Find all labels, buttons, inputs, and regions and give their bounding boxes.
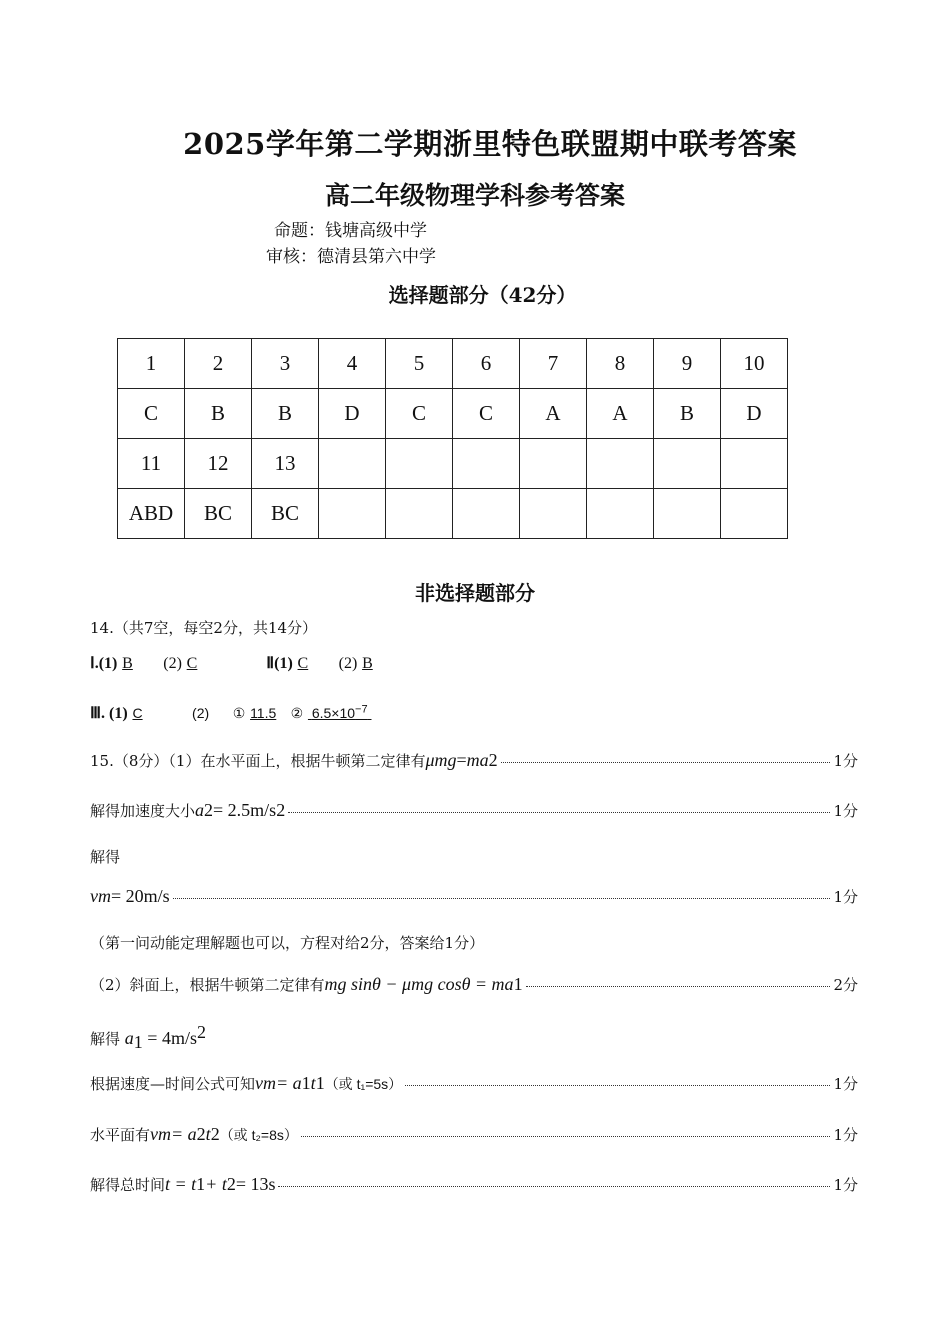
q15-line-8-eq-tsub: 1 (315, 1073, 325, 1093)
question-number-cell: 4 (319, 339, 386, 389)
q15-line-7-sub: 1 (133, 1032, 143, 1052)
q14-part1-answer1: B (122, 655, 133, 672)
q15-line-1-points: 1分 (833, 752, 858, 770)
leader-dots (405, 1085, 830, 1086)
question-number-cell: 7 (520, 339, 587, 389)
answer-table (117, 338, 788, 539)
q15-line-2-points: 1分 (833, 802, 858, 820)
answer-cell (453, 489, 520, 539)
question-number-cell (453, 439, 520, 489)
q14-part3-value2 (308, 705, 372, 721)
q14-part1 (90, 653, 384, 673)
choice-section-heading: 选择题部分（42分） (388, 283, 577, 307)
question-number-cell (654, 439, 721, 489)
question-number-cell: 6 (453, 339, 520, 389)
q15-line-4-var: v (90, 886, 98, 906)
nonchoice-section-heading: 非选择题部分 (415, 581, 535, 605)
q15-line-8-eq-t: t (310, 1073, 316, 1093)
q14-part3-sublabel: (2) (192, 705, 210, 721)
q15-line-9 (90, 1124, 858, 1145)
q15-line-10-eq-sub1: 1 (196, 1174, 206, 1194)
q15-line-1 (90, 750, 858, 771)
q15-line-9-points: 1分 (833, 1126, 858, 1144)
q15-line-4-sub: m (98, 886, 111, 906)
q15-line-9-eq-t: t (205, 1124, 211, 1144)
answer-row (118, 489, 788, 539)
q14-part1-sublabel: (2) (163, 655, 182, 672)
answer-cell: ABD (118, 489, 185, 539)
answer-cell (587, 489, 654, 539)
q15-line-8-eq-v: v (255, 1073, 264, 1093)
answer-cell: B (185, 389, 252, 439)
q15-line-8-eq-a: = a (276, 1073, 302, 1093)
leader-dots (173, 898, 831, 899)
q15-line-1-eq-sub: 2 (488, 750, 498, 770)
q14-part3-value1: 11.5 (250, 705, 277, 721)
question-number-cell (587, 439, 654, 489)
question-number-cell (319, 439, 386, 489)
q15-line-2-var: a (195, 800, 205, 820)
question-number-cell: 13 (252, 439, 319, 489)
leader-dots (501, 762, 831, 763)
answer-cell: B (654, 389, 721, 439)
answer-row (118, 389, 788, 439)
q14-part1-answer2: C (186, 655, 198, 672)
question-number-row (118, 439, 788, 489)
answer-cell: BC (252, 489, 319, 539)
q15-line-9-text: 水平面有 (90, 1126, 151, 1144)
q15-line-6-points: 2分 (833, 976, 858, 994)
q14-header: 14.（共7空，每空2分，共14分） (90, 619, 318, 637)
answer-cell (319, 489, 386, 539)
q14-part3-label: Ⅲ. (1) (90, 705, 128, 722)
q15-line-1-text: 15.（8分）（1）在水平面上，根据牛顿第二定律有 (90, 752, 426, 770)
q14-part2-label: Ⅱ(1) (266, 655, 293, 672)
q15-line-9-eq-asub: 2 (196, 1124, 206, 1144)
q15-line-9-eq-vsub: m (158, 1124, 172, 1144)
question-number-cell: 1 (118, 339, 185, 389)
q15-line-6-text: （2）斜面上，根据牛顿第二定律有 (90, 976, 325, 994)
q14-part3-mark2: ② (290, 705, 304, 721)
q15-line-10-text: 解得总时间 (90, 1176, 166, 1194)
q15-line-8-note: （或 t₁=5s） (324, 1076, 403, 1092)
q15-line-10-eq-sub2: 2 (226, 1174, 236, 1194)
q15-line-9-note: （或 t₂=8s） (219, 1127, 298, 1143)
q15-line-4-value: = 20m/s (111, 886, 170, 906)
q15-line-10 (90, 1174, 858, 1195)
q15-line-2 (90, 800, 858, 821)
q15-line-4-points: 1分 (833, 888, 858, 906)
answer-cell: BC (185, 489, 252, 539)
q15-line-7-text: 解得 (90, 1030, 121, 1048)
question-number-cell: 3 (252, 339, 319, 389)
q15-line-10-eq-mid: + t (205, 1174, 227, 1194)
q15-line-2-text: 解得加速度大小 (90, 802, 196, 820)
q15-line-2-sub: 2 (204, 800, 214, 820)
answer-cell (386, 489, 453, 539)
q15-line-8 (90, 1073, 858, 1094)
q15-line-10-eq-t: t = t (165, 1174, 197, 1194)
question-number-cell: 11 (118, 439, 185, 489)
q14-part3-mark1: ① (232, 705, 246, 721)
q15-line-10-value: = 13s (235, 1174, 276, 1194)
q15-line-6-eq: mg sinθ − μmg cosθ = ma (324, 974, 514, 994)
q15-line-6-sub: 1 (513, 974, 523, 994)
q14-part3 (90, 703, 371, 723)
q15-line-1-eq-rhs: ma (466, 750, 489, 770)
answer-cell: C (118, 389, 185, 439)
q15-line-9-eq-v: v (150, 1124, 159, 1144)
q15-line-8-eq-vsub: m (263, 1073, 277, 1093)
answer-cell: B (252, 389, 319, 439)
question-number-row (118, 339, 788, 389)
q15-line-1-eq-mid: = (456, 750, 467, 770)
q15-line-8-text: 根据速度—时间公式可知 (90, 1075, 256, 1093)
question-number-cell: 12 (185, 439, 252, 489)
answer-cell: A (587, 389, 654, 439)
q15-line-7-var: a (124, 1028, 134, 1048)
q14-part2-answer1: C (297, 655, 309, 672)
answer-cell: A (520, 389, 587, 439)
q15-line-7 (90, 1022, 206, 1053)
q15-note: （第一问动能定理解题也可以，方程对给2分，答案给1分） (90, 934, 485, 952)
q15-line-6 (90, 974, 858, 995)
question-number-cell (386, 439, 453, 489)
question-number-cell: 5 (386, 339, 453, 389)
q15-line-8-points: 1分 (833, 1075, 858, 1093)
q15-line-2-value: = 2.5m/s (213, 800, 277, 820)
q14-part3-answer1: C (132, 705, 143, 721)
q15-line-10-points: 1分 (833, 1176, 858, 1194)
question-number-cell: 10 (721, 339, 788, 389)
q15-line-3: 解得 (90, 848, 121, 866)
q14-part2-answer2: B (362, 655, 373, 672)
answer-cell: D (319, 389, 386, 439)
answer-cell (721, 489, 788, 539)
question-number-cell (520, 439, 587, 489)
question-number-cell: 8 (587, 339, 654, 389)
q15-line-7-value: = 4m/s (142, 1028, 197, 1048)
answer-cell (520, 489, 587, 539)
q14-part3-value2-exp: −7 (355, 703, 368, 716)
q15-line-9-eq-tsub: 2 (210, 1124, 220, 1144)
document-title: 2025学年第二学期浙里特色联盟期中联考答案 (183, 127, 797, 161)
q15-line-1-eq-lhs: μmg (425, 750, 457, 770)
answer-cell: C (386, 389, 453, 439)
q15-line-7-sup: 2 (196, 1022, 206, 1042)
leader-dots (288, 812, 830, 813)
leader-dots (526, 986, 831, 987)
document-subtitle: 高二年级物理学科参考答案 (324, 181, 625, 210)
answer-cell (654, 489, 721, 539)
q15-line-2-sup: 2 (276, 800, 286, 820)
q14-part3-value2-base: 6.5×10 (311, 705, 356, 721)
q14-part1-label: Ⅰ.(1) (90, 655, 118, 672)
leader-dots (301, 1136, 831, 1137)
question-number-cell: 2 (185, 339, 252, 389)
question-number-cell (721, 439, 788, 489)
q15-line-9-eq-a: = a (171, 1124, 197, 1144)
author-line: 命题：钱塘高级中学 (274, 221, 427, 241)
q15-line-8-eq-asub: 1 (301, 1073, 311, 1093)
answer-cell: C (453, 389, 520, 439)
review-line: 审核：德清县第六中学 (266, 247, 436, 267)
q15-line-4 (90, 886, 858, 907)
answer-cell: D (721, 389, 788, 439)
q14-part2-sublabel: (2) (338, 655, 358, 672)
leader-dots (278, 1186, 830, 1187)
question-number-cell: 9 (654, 339, 721, 389)
